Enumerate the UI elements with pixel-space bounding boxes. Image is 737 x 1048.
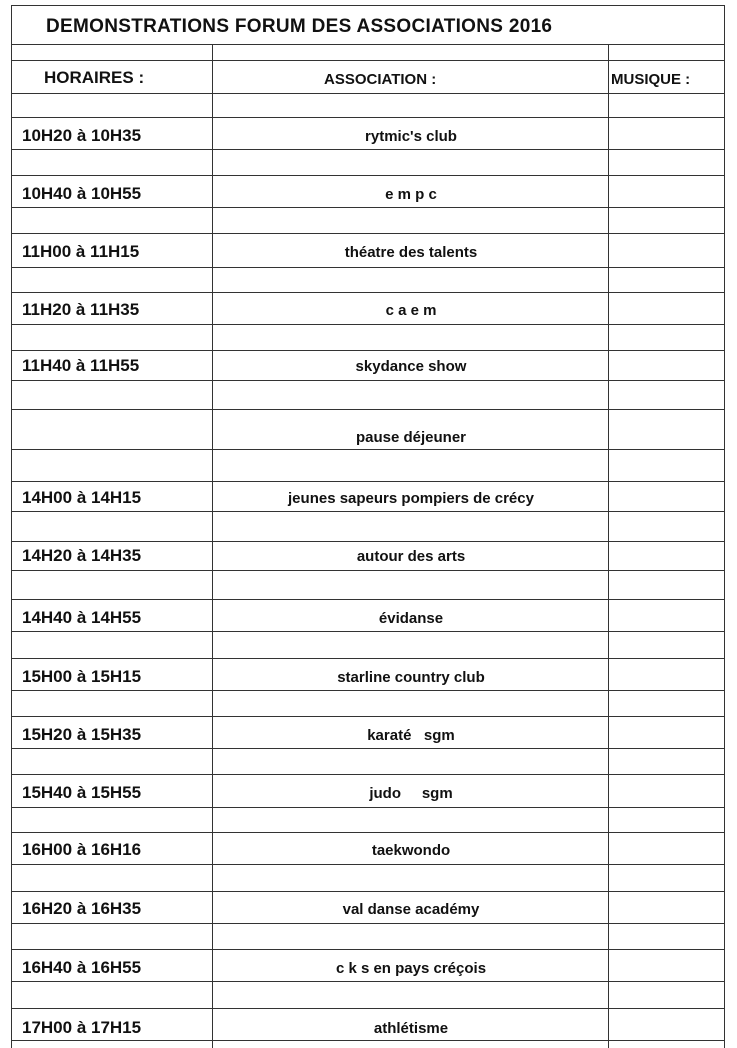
row-gap-line xyxy=(11,864,725,865)
row-gap-line xyxy=(11,631,725,632)
row-association: c a e m xyxy=(385,302,437,319)
row-association: pause déjeuner xyxy=(355,429,467,446)
row-association: judo sgm xyxy=(369,785,453,802)
header-horaires: HORAIRES : xyxy=(44,68,145,87)
row-time: 15H20 à 15H35 xyxy=(22,725,142,744)
row-gap-line xyxy=(11,380,725,381)
row-musique-cell xyxy=(609,716,724,748)
row-time: 15H00 à 15H15 xyxy=(22,667,142,686)
row-musique-cell xyxy=(609,541,724,570)
top-border xyxy=(11,5,725,6)
row-musique-cell xyxy=(609,175,724,207)
row-time: 10H20 à 10H35 xyxy=(22,126,142,145)
row-association: taekwondo xyxy=(371,842,451,859)
row-musique-cell xyxy=(609,117,724,149)
row-time: 14H20 à 14H35 xyxy=(22,546,142,565)
row-time: 16H40 à 16H55 xyxy=(22,958,142,977)
row-musique-cell xyxy=(609,599,724,631)
row-gap-line xyxy=(11,149,725,150)
row-musique-cell xyxy=(609,409,724,449)
row-association: athlétisme xyxy=(373,1020,449,1037)
row-musique-cell xyxy=(609,481,724,511)
row-association: karaté sgm xyxy=(367,727,455,744)
row-musique-cell xyxy=(609,350,724,380)
row-gap-line xyxy=(11,570,725,571)
row-gap-line xyxy=(11,981,725,982)
row-association: autour des arts xyxy=(356,548,466,565)
row-musique-cell xyxy=(609,233,724,267)
row-time: 17H00 à 17H15 xyxy=(22,1018,142,1037)
row-time: 11H40 à 11H55 xyxy=(22,356,140,375)
row-musique-cell xyxy=(609,949,724,981)
header-top-border xyxy=(11,60,725,61)
header-bottom-border xyxy=(11,93,725,94)
row-association: starline country club xyxy=(337,669,485,686)
row-time: 16H00 à 16H16 xyxy=(22,840,142,859)
row-gap-line xyxy=(11,748,725,749)
row-gap-line xyxy=(11,267,725,268)
row-association: jeunes sapeurs pompiers de crécy xyxy=(288,490,534,507)
row-time: 14H00 à 14H15 xyxy=(22,488,142,507)
row-gap-line xyxy=(11,923,725,924)
row-association: e m p c xyxy=(385,186,437,203)
page-title: DEMONSTRATIONS FORUM DES ASSOCIATIONS 2016 xyxy=(46,16,553,37)
row-musique-cell xyxy=(609,658,724,690)
row-musique-cell xyxy=(609,292,724,324)
row-time: 11H20 à 11H35 xyxy=(22,300,140,319)
row-gap-line xyxy=(11,449,725,450)
row-gap-line xyxy=(11,807,725,808)
header-musique: MUSIQUE : xyxy=(611,71,691,88)
row-musique-cell xyxy=(609,891,724,923)
row-time: 16H20 à 16H35 xyxy=(22,899,142,918)
header-association: ASSOCIATION : xyxy=(324,71,437,88)
row-time: 15H40 à 15H55 xyxy=(22,783,142,802)
row-association: val danse académy xyxy=(342,901,480,918)
row-association: théatre des talents xyxy=(344,244,478,261)
row-time: 11H00 à 11H15 xyxy=(22,242,140,261)
row-gap-line xyxy=(11,690,725,691)
row-gap-line xyxy=(11,324,725,325)
row-time: 10H40 à 10H55 xyxy=(22,184,142,203)
row-gap-line xyxy=(11,1040,725,1041)
row-association: skydance show xyxy=(355,358,467,375)
row-gap-line xyxy=(11,511,725,512)
row-musique-cell xyxy=(609,774,724,807)
row-gap-line xyxy=(11,207,725,208)
title-bottom-border xyxy=(11,44,725,45)
row-association: évidanse xyxy=(378,610,444,627)
row-musique-cell xyxy=(609,832,724,864)
row-association: rytmic's club xyxy=(365,128,457,145)
row-time: 14H40 à 14H55 xyxy=(22,608,142,627)
row-musique-cell xyxy=(609,1008,724,1040)
row-association: c k s en pays créçois xyxy=(335,960,487,977)
